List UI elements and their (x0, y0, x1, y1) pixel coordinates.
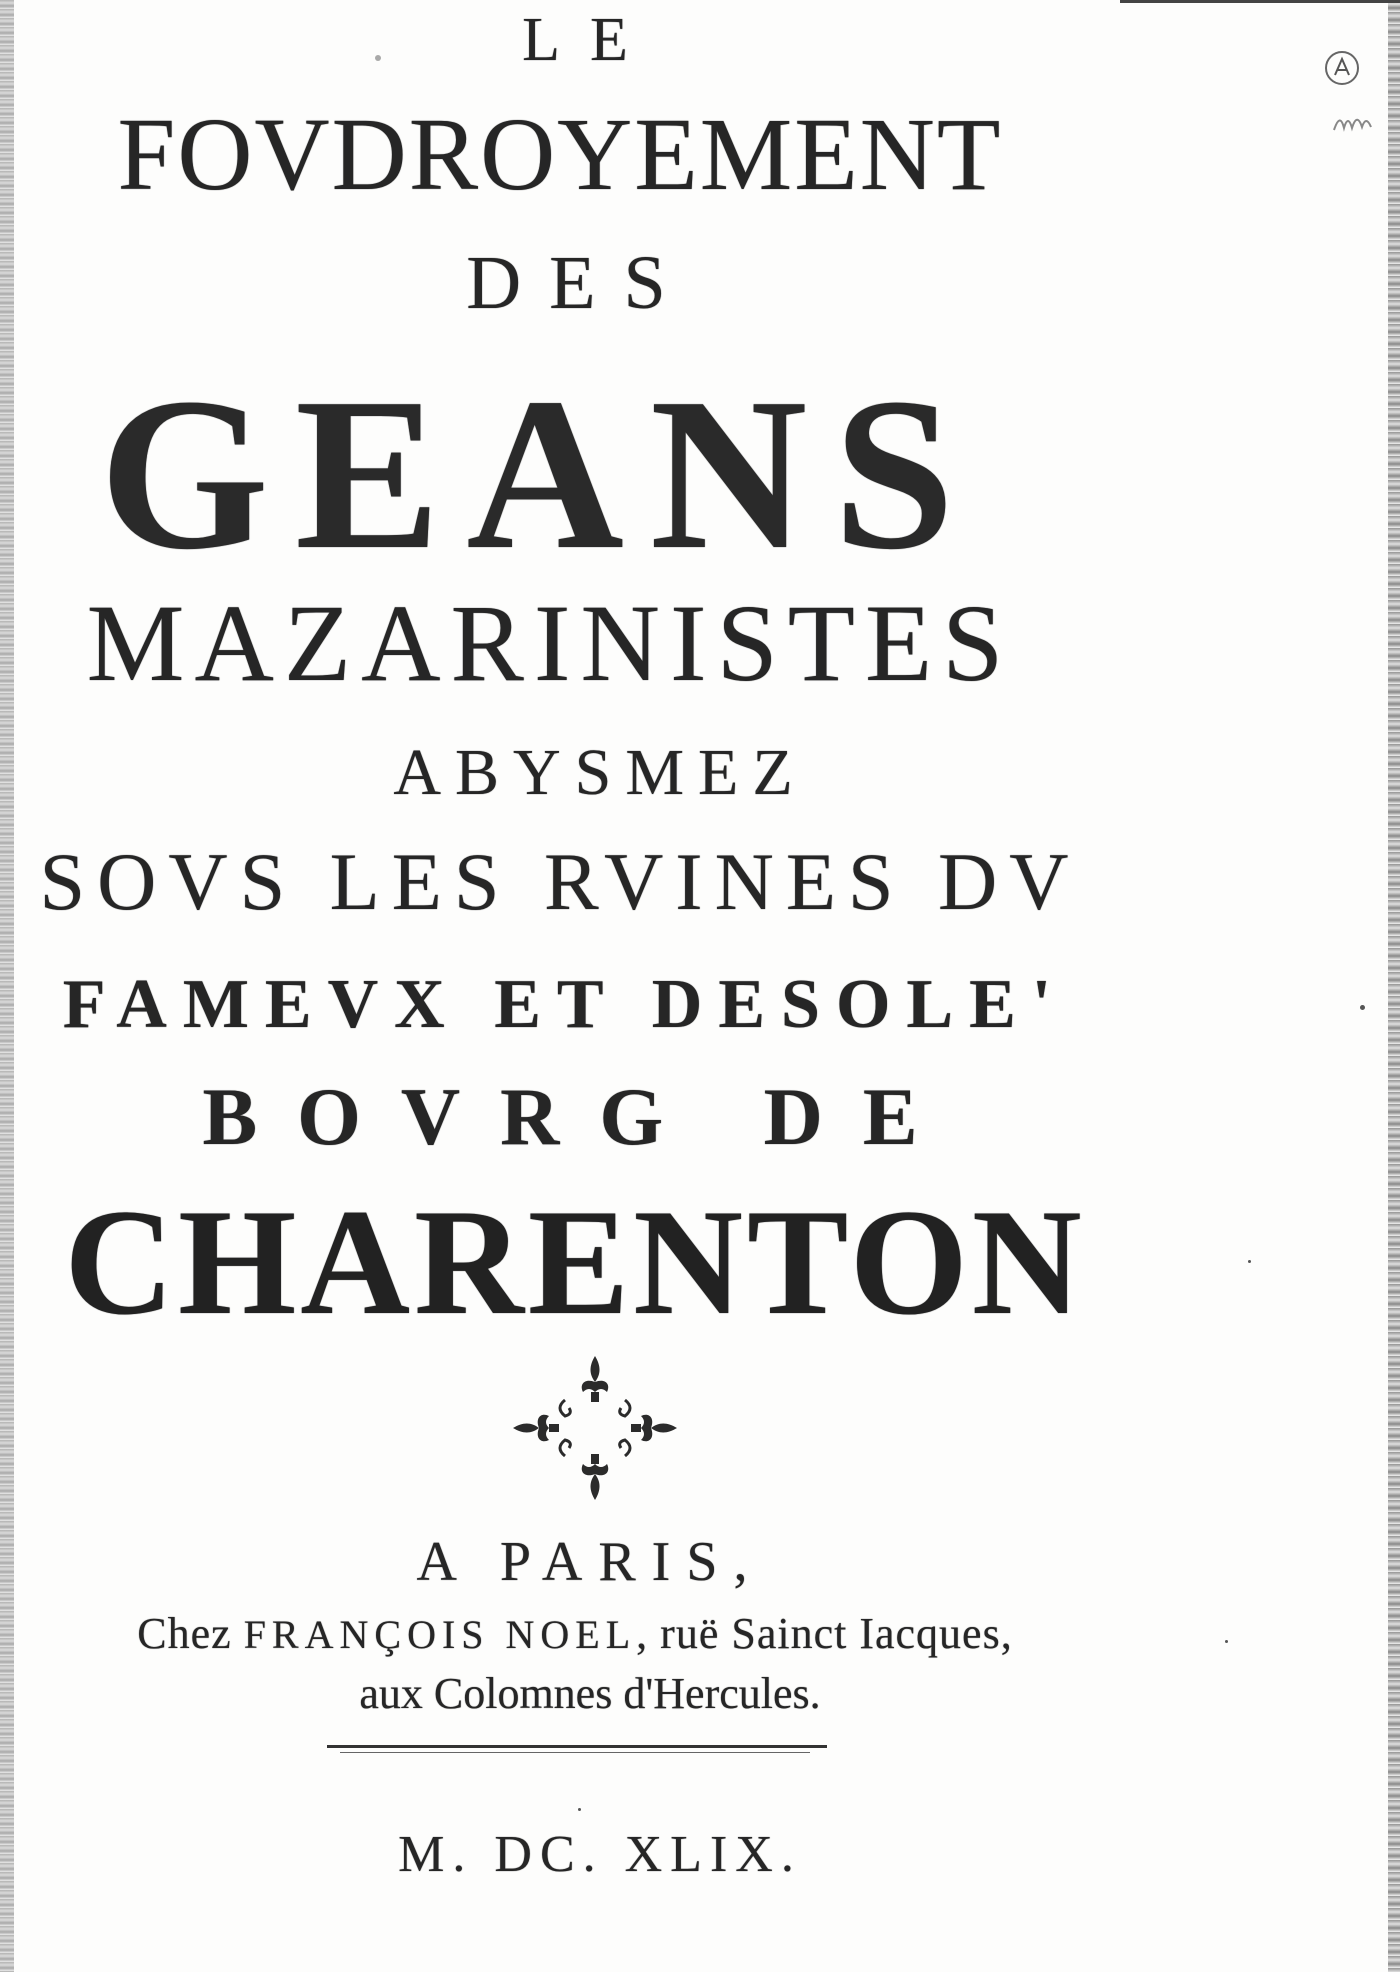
imprint-printer-name: FRANÇOIS NOEL (243, 1612, 637, 1657)
title-line-le: LE (522, 6, 658, 74)
paper-speck (1225, 1640, 1228, 1643)
imprint-printer-suffix: , ruë Sainct Iacques, (636, 1609, 1013, 1658)
paper-speck (1360, 1005, 1365, 1010)
title-line-foudroyement: FOVDROYEMENT (117, 97, 1003, 212)
imprint-printer-prefix: Chez (137, 1609, 232, 1658)
imprint-date: M. DC. XLIX. (398, 1826, 802, 1883)
imprint-printer (0, 1608, 1155, 1659)
title-line-mazarinistes: MAZARINISTES (86, 582, 1014, 704)
handwritten-shelfmark-icon (1330, 100, 1390, 140)
paper-speck (375, 55, 381, 61)
paper-speck (578, 1808, 581, 1811)
imprint-place: A PARIS, (416, 1531, 764, 1593)
title-line-sous-les-ruines: SOVS LES RVINES DV (39, 836, 1081, 927)
title-line-geans: GEANS (99, 354, 981, 595)
title-line-des: DES (466, 241, 694, 325)
title-line-charenton: CHARENTON (64, 1178, 1086, 1346)
paper-speck (1248, 1260, 1251, 1263)
imprint-rule-thin (340, 1752, 810, 1753)
fleur-de-lis-fleuron-icon (505, 1348, 685, 1508)
scan-border-mark (1120, 0, 1400, 3)
title-line-bourg-de: BOVRG DE (202, 1071, 958, 1162)
library-stamp-icon (1322, 48, 1362, 88)
page-right-edge (1388, 0, 1400, 1972)
title-line-fameux-et-desole: FAMEVX ET DESOLE' (62, 966, 1068, 1043)
title-line-abysmez: ABYSMEZ (393, 736, 807, 809)
imprint-rule (327, 1745, 827, 1748)
imprint-address: aux Colomnes d'Hercules. (359, 1669, 821, 1718)
